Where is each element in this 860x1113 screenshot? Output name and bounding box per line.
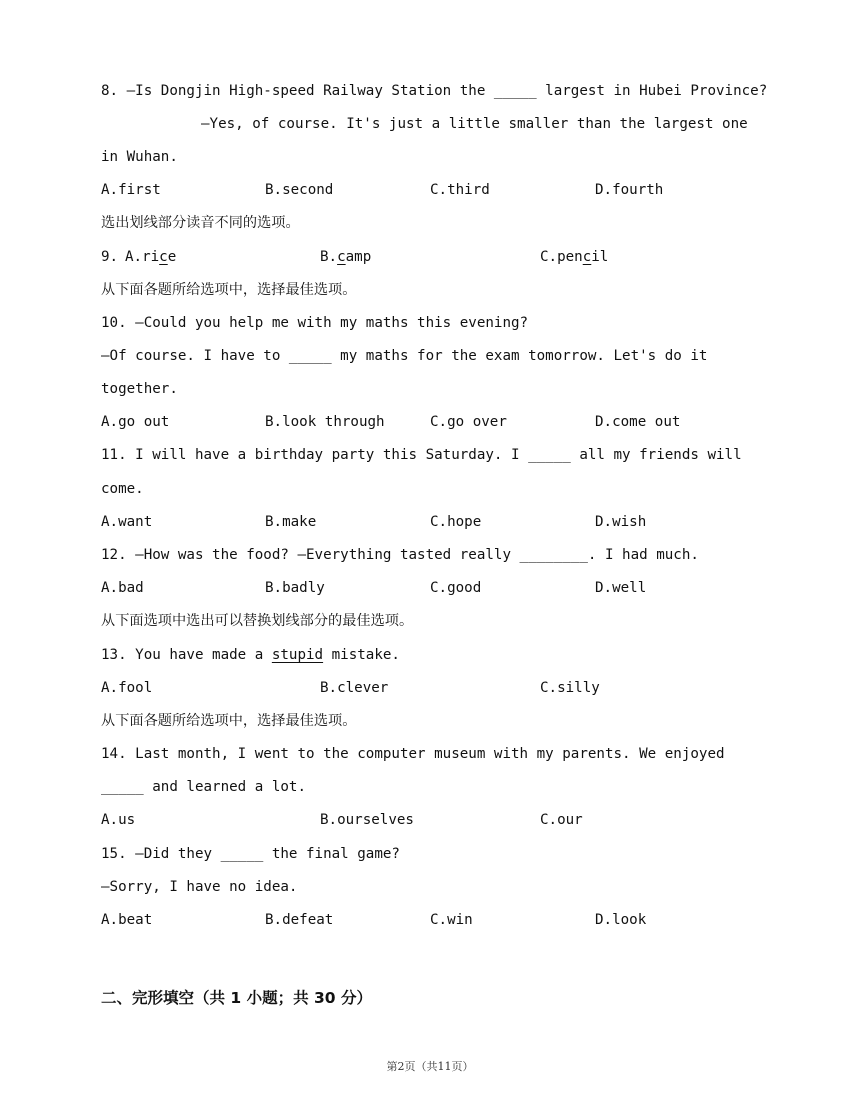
q8-stem-line1: 8. —Is Dongjin High-speed Railway Station the _____ largest in Hubei Province? [101, 83, 768, 99]
instruction-pronunciation: 选出划线部分读音不同的选项。 [101, 215, 300, 231]
instruction-best-choice-2: 从下面各题所给选项中，选择最佳选项。 [101, 713, 357, 729]
q14-stem-line2: _____ and learned a lot. [101, 779, 306, 795]
q13-option-a: A.fool [101, 680, 153, 696]
q13-option-b: B.clever [320, 680, 389, 696]
q15-option-c: C.win [430, 912, 473, 928]
q14-stem-line1: 14. Last month, I went to the computer museum with my parents. We enjoyed [101, 746, 725, 762]
q12-option-d: D.well [595, 580, 647, 596]
q9-number: 9. [101, 249, 127, 265]
q8-option-c: C.third [430, 182, 490, 198]
q15-option-d: D.look [595, 912, 647, 928]
q8-option-d: D.fourth [595, 182, 664, 198]
q9-option-b: B.camp [320, 249, 372, 265]
instruction-replace-underlined: 从下面选项中选出可以替换划线部分的最佳选项。 [101, 613, 414, 629]
q13-stem: 13. You have made a stupid mistake. [101, 647, 400, 663]
q11-option-c: C.hope [430, 514, 482, 530]
q15-stem-line1: 15. —Did they _____ the final game? [101, 846, 400, 862]
q10-option-c: C.go over [430, 414, 507, 430]
q10-option-d: D.come out [595, 414, 681, 430]
q10-option-b: B.look through [265, 414, 385, 430]
q8-stem-line2: —Yes, of course. It's just a little smaller than the largest one [201, 116, 748, 132]
q9-option-a: A.rice [125, 249, 177, 265]
q14-option-a: A.us [101, 812, 136, 828]
q15-option-b: B.defeat [265, 912, 334, 928]
q11-option-b: B.make [265, 514, 317, 530]
q11-stem-line1: 11. I will have a birthday party this Saturday. I _____ all my friends will [101, 447, 742, 463]
q11-option-d: D.wish [595, 514, 647, 530]
q13-option-c: C.silly [540, 680, 600, 696]
instruction-best-choice: 从下面各题所给选项中，选择最佳选项。 [101, 282, 357, 298]
q10-stem-line3: together. [101, 381, 178, 397]
q14-option-c: C.our [540, 812, 583, 828]
q12-option-b: B.badly [265, 580, 325, 596]
section-heading-cloze: 二、完形填空（共 1 小题；共 30 分） [101, 989, 372, 1007]
q15-stem-line2: —Sorry, I have no idea. [101, 879, 298, 895]
q10-stem-line2: —Of course. I have to _____ my maths for the exam tomorrow. Let's do it [101, 348, 708, 364]
q10-option-a: A.go out [101, 414, 170, 430]
q12-stem-line1: 12. —How was the food? —Everything tasted really ________. I had much. [101, 547, 699, 563]
q15-option-a: A.beat [101, 912, 153, 928]
q11-stem-line2: come. [101, 481, 144, 497]
q10-stem-line1: 10. —Could you help me with my maths this evening? [101, 315, 529, 331]
q8-stem-line3: in Wuhan. [101, 149, 178, 165]
q11-option-a: A.want [101, 514, 153, 530]
q13-underlined-word: stupid [271, 647, 324, 663]
q12-option-a: A.bad [101, 580, 144, 596]
page-footer: 第2页（共11页） [386, 1060, 474, 1073]
q8-option-a: A.first [101, 182, 161, 198]
q14-option-b: B.ourselves [320, 812, 414, 828]
q8-option-b: B.second [265, 182, 334, 198]
q12-option-c: C.good [430, 580, 482, 596]
q9-option-c: C.pencil [540, 249, 609, 265]
